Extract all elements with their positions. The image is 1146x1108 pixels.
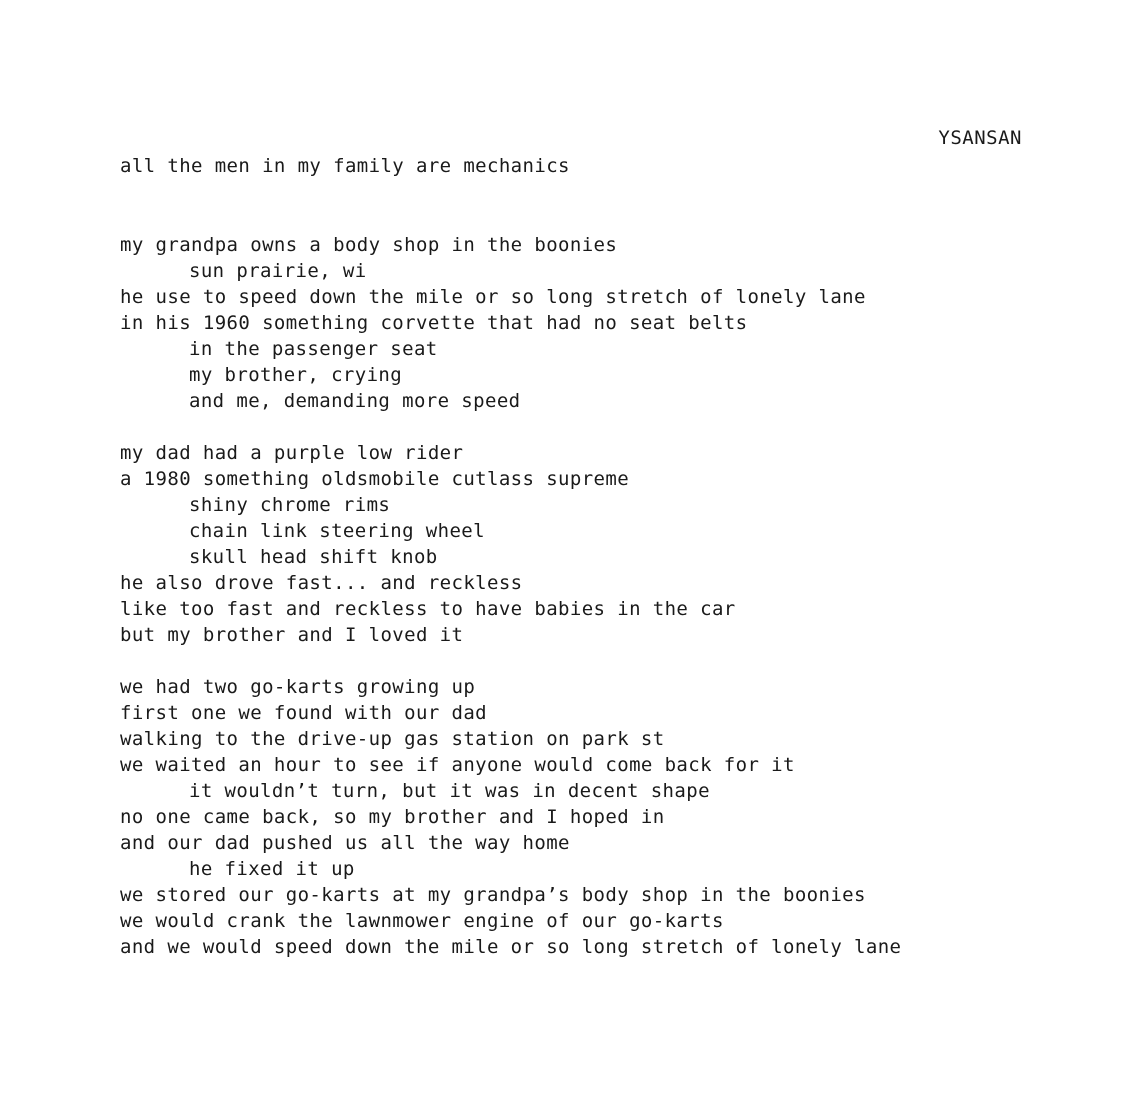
poem-line: we stored our go-karts at my grandpa’s body shop in the boonies	[120, 884, 866, 906]
poem-line: he fixed it up	[189, 858, 355, 880]
poem-line: shiny chrome rims	[189, 494, 391, 516]
stanza-1	[120, 232, 1080, 414]
poem-body	[120, 232, 1080, 960]
poem-line: skull head shift knob	[189, 546, 438, 568]
poem-line: we had two go-karts growing up	[120, 676, 476, 698]
poem-line: but my brother and I loved it	[120, 624, 464, 646]
poem-line: like too fast and reckless to have babies in the car	[120, 598, 736, 620]
poem-line: he use to speed down the mile or so long stretch of lonely lane	[120, 286, 866, 308]
poem-line: my dad had a purple low rider	[120, 442, 464, 464]
poem-line: in the passenger seat	[189, 338, 438, 360]
poem-title: all the men in my family are mechanics	[120, 155, 570, 177]
stanza-3	[120, 674, 1080, 960]
stanza-break	[120, 414, 1080, 440]
poem-line: first one we found with our dad	[120, 702, 488, 724]
poem-line: no one came back, so my brother and I hoped in	[120, 806, 665, 828]
poem-line: a 1980 something oldsmobile cutlass supreme	[120, 468, 630, 490]
poem-line: he also drove fast... and reckless	[120, 572, 523, 594]
poem-line: and we would speed down the mile or so long stretch of lonely lane	[120, 936, 902, 958]
poem-line: sun prairie, wi	[189, 260, 367, 282]
poem-line: and our dad pushed us all the way home	[120, 832, 570, 854]
stanza-2	[120, 440, 1080, 648]
poem-line: and me, demanding more speed	[189, 390, 521, 412]
poem-line: in his 1960 something corvette that had no seat belts	[120, 312, 748, 334]
poem-line: it wouldn’t turn, but it was in decent shape	[189, 780, 710, 802]
poem-line: we waited an hour to see if anyone would come back for it	[120, 754, 795, 776]
stanza-break	[120, 648, 1080, 674]
poem-line: my brother, crying	[189, 364, 403, 386]
poem-line: we would crank the lawnmower engine of our go-karts	[120, 910, 724, 932]
author-name: YSANSAN	[938, 127, 1022, 149]
poem-line: chain link steering wheel	[189, 520, 485, 542]
poem-line: walking to the drive-up gas station on park st	[120, 728, 665, 750]
poem-line: my grandpa owns a body shop in the boonies	[120, 234, 618, 256]
